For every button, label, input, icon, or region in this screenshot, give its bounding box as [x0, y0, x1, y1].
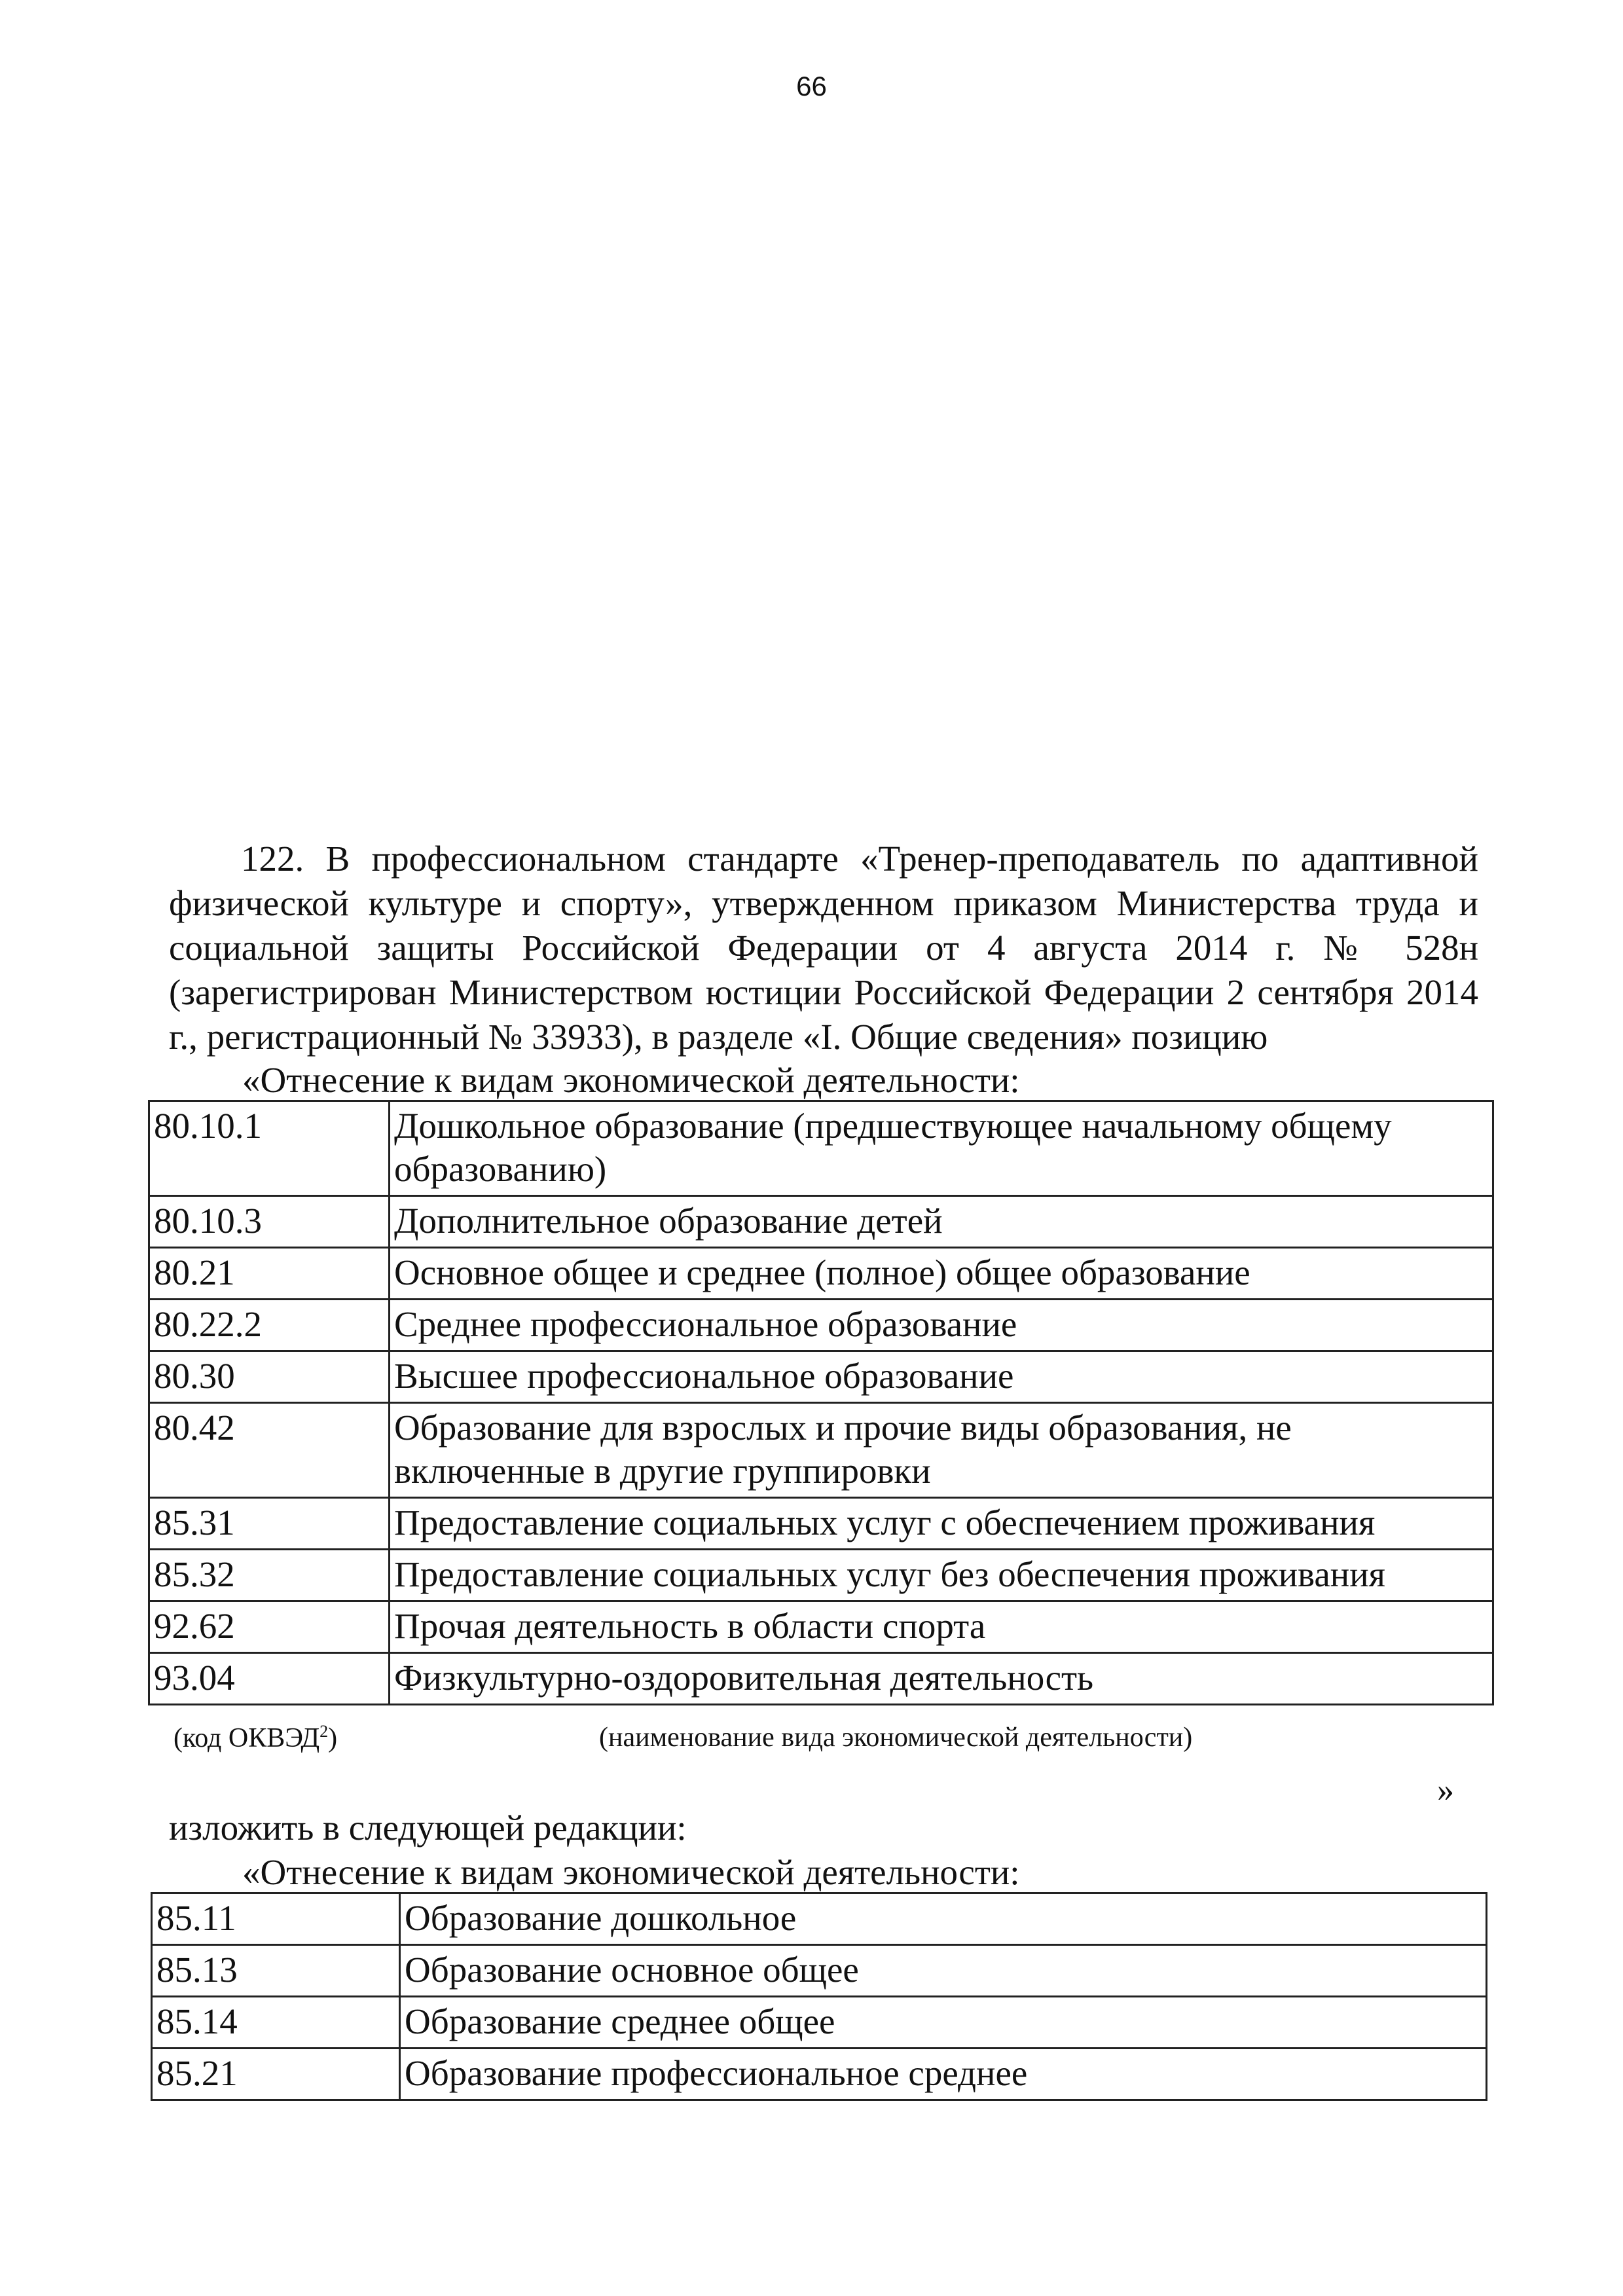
caption-code-column: [173, 1722, 337, 1754]
okved-table-new: [151, 1892, 1487, 2101]
activity-name: Дополнительное образование детей: [390, 1196, 1493, 1248]
table-row: [149, 1550, 1493, 1601]
table-row: [149, 1300, 1493, 1351]
okved-code: 85.32: [149, 1550, 390, 1601]
footnote-mark: 2: [319, 1722, 329, 1741]
activity-name: Физкультурно-оздоровительная деятельность: [390, 1653, 1493, 1705]
activity-name: Прочая деятельность в области спорта: [390, 1601, 1493, 1653]
okved-code: 80.22.2: [149, 1300, 390, 1351]
okved-code: 85.21: [152, 2049, 400, 2100]
statement-line: изложить в следующей редакции:: [169, 1808, 687, 1848]
okved-code: 85.11: [152, 1893, 400, 1945]
table-row: [152, 1945, 1487, 1997]
activity-name: Дошкольное образование (предшествующее начальному общему образованию): [390, 1101, 1493, 1196]
table-row: [149, 1351, 1493, 1403]
table-row: [149, 1653, 1493, 1705]
okved-code: 80.30: [149, 1351, 390, 1403]
closing-quote: »: [1437, 1772, 1454, 1809]
okved-code: 80.42: [149, 1403, 390, 1498]
activity-name: Образование дошкольное: [400, 1893, 1487, 1945]
paragraph-122: 122. В профессиональном стандарте «Тренер-преподаватель по адаптивной физической культуре и спорту», утвержденном приказом Министерства труда и социальной защиты Российской Федерации от 4 августа 2014 г. № 528н (зарегистрирован Министерством юстиции Российской Федерации 2 сентября 2014 г., регистрационный № 33933), в разделе «I. Общие сведения» позицию: [169, 839, 1478, 1057]
activity-name: Среднее профессиональное образование: [390, 1300, 1493, 1351]
okved-code: 93.04: [149, 1653, 390, 1705]
caption-name-column: (наименование вида экономической деятельности): [599, 1722, 1193, 1753]
activity-name: Образование среднее общее: [400, 1997, 1487, 2049]
caption-code-text: (код ОКВЭД: [173, 1723, 320, 1753]
table-row: [152, 1893, 1487, 1945]
table-row: [149, 1498, 1493, 1550]
okved-code: 80.10.1: [149, 1101, 390, 1196]
page-number: 66: [796, 71, 827, 101]
lead-line-old: «Отнесение к видам экономической деятельности:: [242, 1060, 1020, 1100]
table-row: [149, 1196, 1493, 1248]
activity-name: Основное общее и среднее (полное) общее образование: [390, 1248, 1493, 1300]
okved-table-old: [148, 1100, 1494, 1705]
activity-name: Образование основное общее: [400, 1945, 1487, 1997]
table-row: [152, 1997, 1487, 2049]
okved-code: 85.14: [152, 1997, 400, 2049]
activity-name: Предоставление социальных услуг без обеспечения проживания: [390, 1550, 1493, 1601]
okved-code: 80.10.3: [149, 1196, 390, 1248]
okved-code: 85.13: [152, 1945, 400, 1997]
lead-line-new: «Отнесение к видам экономической деятельности:: [242, 1852, 1020, 1892]
activity-name: Образование для взрослых и прочие виды образования, не включенные в другие группировки: [390, 1403, 1493, 1498]
table-row: [152, 2049, 1487, 2100]
caption-code-close: ): [328, 1723, 338, 1753]
okved-code: 85.31: [149, 1498, 390, 1550]
okved-code: 80.21: [149, 1248, 390, 1300]
table-row: [149, 1101, 1493, 1196]
okved-code: 92.62: [149, 1601, 390, 1653]
activity-name: Предоставление социальных услуг с обеспечением проживания: [390, 1498, 1493, 1550]
table-row: [149, 1403, 1493, 1498]
activity-name: Образование профессиональное среднее: [400, 2049, 1487, 2100]
table-row: [149, 1248, 1493, 1300]
table-row: [149, 1601, 1493, 1653]
activity-name: Высшее профессиональное образование: [390, 1351, 1493, 1403]
